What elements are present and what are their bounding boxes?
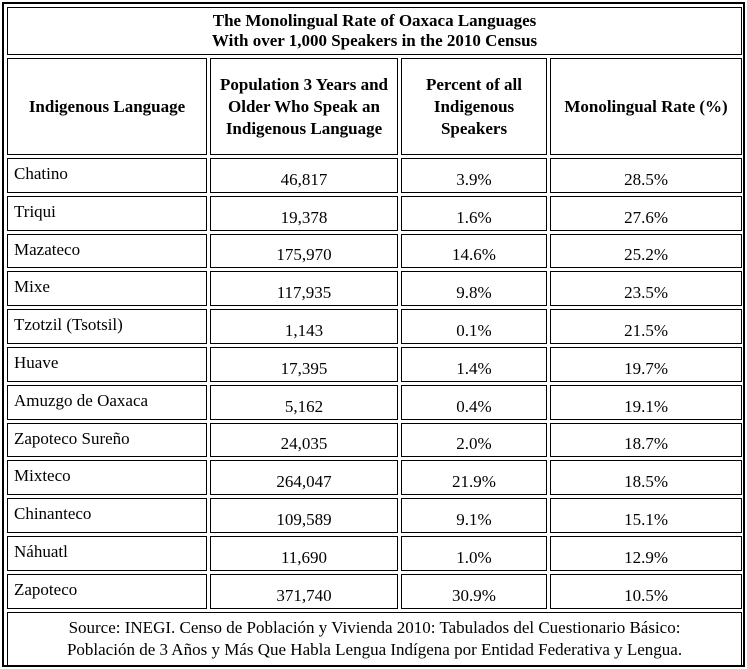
- header-row: [7, 58, 742, 155]
- monolingual-cell: 18.5%: [550, 460, 742, 495]
- population-cell: 24,035: [210, 423, 398, 458]
- percent-cell: 1.4%: [401, 347, 547, 382]
- population-cell: 175,970: [210, 234, 398, 269]
- table-title-line-2: With over 1,000 Speakers in the 2010 Census: [211, 31, 538, 50]
- population-cell: 5,162: [210, 385, 398, 420]
- table-title-line-1: The Monolingual Rate of Oaxaca Languages: [212, 11, 537, 30]
- source-row: [7, 612, 742, 666]
- population-cell: 11,690: [210, 536, 398, 571]
- table-row: [7, 196, 742, 231]
- table-row: [7, 536, 742, 571]
- table-row: [7, 423, 742, 458]
- percent-cell: 21.9%: [401, 460, 547, 495]
- percent-cell: 14.6%: [401, 234, 547, 269]
- percent-cell: 9.1%: [401, 498, 547, 533]
- source-line-2: Población de 3 Años y Más Que Habla Lengua Indígena por Entidad Federativa y Lengua.: [66, 639, 683, 659]
- monolingual-cell: 19.7%: [550, 347, 742, 382]
- population-cell: 117,935: [210, 271, 398, 306]
- table-row: [7, 347, 742, 382]
- monolingual-cell: 28.5%: [550, 158, 742, 193]
- monolingual-cell: 27.6%: [550, 196, 742, 231]
- language-cell: Mazateco: [7, 234, 207, 269]
- table-row: [7, 498, 742, 533]
- language-cell: Zapoteco: [7, 574, 207, 609]
- population-cell: 1,143: [210, 309, 398, 344]
- table-row: [7, 158, 742, 193]
- language-cell: Amuzgo de Oaxaca: [7, 385, 207, 420]
- table-frame: [2, 2, 745, 667]
- percent-cell: 2.0%: [401, 423, 547, 458]
- table-row: [7, 309, 742, 344]
- table-row: [7, 234, 742, 269]
- population-cell: 46,817: [210, 158, 398, 193]
- monolingual-cell: 15.1%: [550, 498, 742, 533]
- percent-cell: 0.4%: [401, 385, 547, 420]
- monolingual-cell: 18.7%: [550, 423, 742, 458]
- monolingual-cell: 10.5%: [550, 574, 742, 609]
- source-note: [7, 612, 742, 666]
- monolingual-cell: 21.5%: [550, 309, 742, 344]
- table-row: [7, 574, 742, 609]
- title-row: [7, 7, 742, 55]
- monolingual-cell: 23.5%: [550, 271, 742, 306]
- language-cell: Tzotzil (Tsotsil): [7, 309, 207, 344]
- table-row: [7, 271, 742, 306]
- source-line-1: Source: INEGI. Censo de Población y Vivienda 2010: Tabulados del Cuestionario Básico:: [68, 617, 681, 637]
- percent-cell: 3.9%: [401, 158, 547, 193]
- population-cell: 109,589: [210, 498, 398, 533]
- monolingual-cell: 25.2%: [550, 234, 742, 269]
- percent-cell: 1.0%: [401, 536, 547, 571]
- percent-cell: 1.6%: [401, 196, 547, 231]
- language-cell: Chinanteco: [7, 498, 207, 533]
- languages-table: [4, 4, 745, 669]
- population-cell: 17,395: [210, 347, 398, 382]
- header-percent: Percent of all Indigenous Speakers: [401, 58, 547, 155]
- monolingual-cell: 12.9%: [550, 536, 742, 571]
- header-language: Indigenous Language: [7, 58, 207, 155]
- table-row: [7, 385, 742, 420]
- population-cell: 19,378: [210, 196, 398, 231]
- percent-cell: 0.1%: [401, 309, 547, 344]
- percent-cell: 30.9%: [401, 574, 547, 609]
- population-cell: 371,740: [210, 574, 398, 609]
- language-cell: Zapoteco Sureño: [7, 423, 207, 458]
- language-cell: Huave: [7, 347, 207, 382]
- table-body: [7, 158, 742, 609]
- population-cell: 264,047: [210, 460, 398, 495]
- language-cell: Chatino: [7, 158, 207, 193]
- language-cell: Triqui: [7, 196, 207, 231]
- table-row: [7, 460, 742, 495]
- language-cell: Náhuatl: [7, 536, 207, 571]
- table-title: [7, 7, 742, 55]
- language-cell: Mixteco: [7, 460, 207, 495]
- header-population: Population 3 Years and Older Who Speak an Indigenous Language: [210, 58, 398, 155]
- monolingual-cell: 19.1%: [550, 385, 742, 420]
- language-cell: Mixe: [7, 271, 207, 306]
- percent-cell: 9.8%: [401, 271, 547, 306]
- header-monolingual: Monolingual Rate (%): [550, 58, 742, 155]
